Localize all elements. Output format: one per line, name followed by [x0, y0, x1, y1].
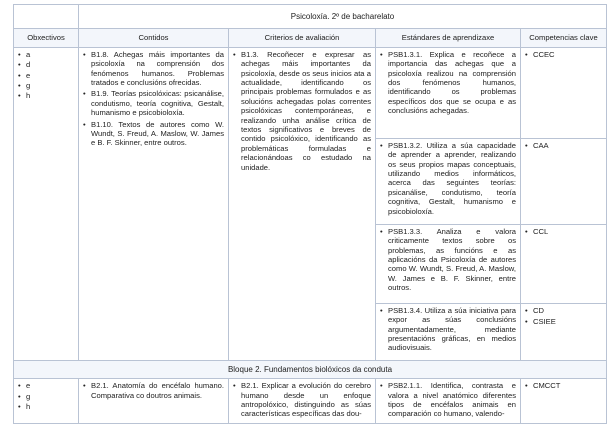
block-title: Bloque 2. Fundamentos biolóxicos da conduta: [14, 360, 607, 378]
table-row: [14, 47, 607, 138]
list-item: • g: [18, 392, 74, 401]
competencies-cell: [521, 138, 607, 224]
list-item: • B1.8. Achegas máis importantes da psicoloxía na comprensión dos fenómenos humanos. Problemas tratados e conclusións ofrecidas.: [83, 50, 224, 88]
list-item: • PSB1.3.1. Explica e recoñece a importancia das achegas que a psicoloxía realizou na comprensión dos fenómenos humanos, identificando os problemas específicos dos que se ocupa e as conclusións achegadas.: [380, 50, 516, 116]
title-row: [14, 5, 607, 29]
list-item: • g: [18, 81, 74, 90]
list-item: • CSIEE: [525, 317, 602, 326]
column-header-row: [14, 29, 607, 47]
list-item: • d: [18, 60, 74, 69]
criteria-cell: [229, 47, 376, 360]
competencies-cell: [521, 47, 607, 138]
standard-cell: [376, 224, 521, 303]
list-item: • PSB2.1.1. Identifica, contrasta e valora a nivel anatómico diferentes tipos de encéfalos animais en comparación co humano, valendo-: [380, 381, 516, 419]
list-item: • B2.1. Anatomía do encéfalo humano. Comparativa co doutros animais.: [83, 381, 224, 400]
column-header-criteria: Criterios de avaliación: [229, 29, 376, 47]
list-item: • e: [18, 381, 74, 390]
list-item: • a: [18, 50, 74, 59]
curriculum-table-frame: [13, 4, 608, 439]
block-title-row: [14, 360, 607, 378]
column-header-competencies: Competencias clave: [521, 29, 607, 47]
competencies-cell: [521, 303, 607, 360]
list-item: • CMCCT: [525, 381, 602, 390]
list-item: • B2.1. Explicar a evolución do cerebro humano desde un enfoque antropolóxico, distinguindo as súas características específicas das dou-: [233, 381, 371, 419]
list-item: • CD: [525, 306, 602, 315]
criteria-cell: [229, 379, 376, 424]
objectives-cell: [14, 47, 79, 360]
list-item: • h: [18, 91, 74, 100]
table-title: Psicoloxía. 2º de bacharelato: [79, 5, 607, 29]
blank-corner-cell: [14, 5, 79, 29]
column-header-standards: Estándares de aprendizaxe: [376, 29, 521, 47]
list-item: • B1.10. Textos de autores como W. Wundt, S. Freud, A. Maslow, W. James e B. F. Skinner, entre outros.: [83, 120, 224, 148]
list-item: • PSB1.3.2. Utiliza a súa capacidade de aprender a aprender, realizando os seus propios mapas conceptuais, utilizando medios informáticos, acerca das seguintes teorías: psicanálise, condutismo, teoría cognitiva, Gestalt, humanismo e psicobioloxía.: [380, 141, 516, 216]
list-item: • CAA: [525, 141, 602, 150]
competencies-cell: [521, 224, 607, 303]
contents-cell: [79, 47, 229, 360]
table-row: [14, 379, 607, 424]
contents-cell: [79, 379, 229, 424]
list-item: • B1.3. Recoñecer e expresar as achegas máis importantes da psicoloxía, desde os seus inicios ata a actualidade, identificando os principais problemas formulados e as solucións achegadas polas correntes psicolóxicas contemporáneas, e realizando unha análise crítica de textos significativos e breves de contido psicolóxico, identificando as problemáticas formuladas e relacionándoas co estudado na unidade.: [233, 50, 371, 172]
objectives-cell: [14, 379, 79, 424]
column-header-objectives: Obxectivos: [14, 29, 79, 47]
list-item: • h: [18, 402, 74, 411]
standard-cell: [376, 47, 521, 138]
standard-cell: [376, 379, 521, 424]
list-item: • CCL: [525, 227, 602, 236]
standard-cell: [376, 303, 521, 360]
list-item: • PSB1.3.4. Utiliza a súa iniciativa para expor as súas conclusións argumentadamente, mediante presentacións gráficas, en medios audiovisuais.: [380, 306, 516, 353]
column-header-contents: Contidos: [79, 29, 229, 47]
list-item: • B1.9. Teorías psicolóxicas: psicanálise, condutismo, teoría cognitiva, Gestalt, humanismo e psicobioloxía.: [83, 89, 224, 117]
list-item: • CCEC: [525, 50, 602, 59]
list-item: • PSB1.3.3. Analiza e valora criticamente textos sobre os problemas, as funcións e as aplicacións da Psicoloxía de autores como W. Wundt, S. Freud, A. Maslow, W. James e B. F. Skinner, entre outros.: [380, 227, 516, 293]
standard-cell: [376, 138, 521, 224]
competencies-cell: [521, 379, 607, 424]
list-item: • e: [18, 71, 74, 80]
curriculum-table: [13, 4, 607, 424]
